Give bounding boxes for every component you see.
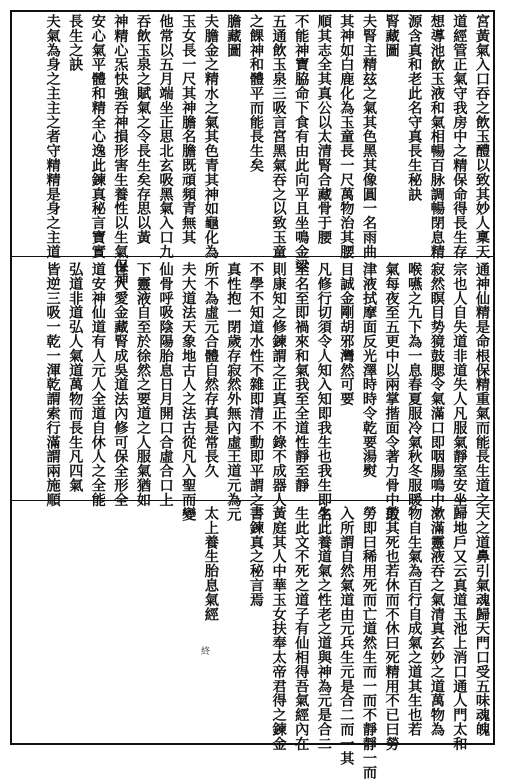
text-column: 勞即曰稀用死而亡道然生而一而不靜靜一而 [361, 506, 377, 780]
text-column: 下靈液自至於徐然之要道之人服氣猶如 [135, 262, 151, 507]
text-column: 弘道非道弘人氣道萬物而長生凡四氣 [67, 262, 84, 493]
text-column: 天之道鼻引氣魂歸天門口受五味魂魄 [474, 506, 490, 737]
text-column: 之餜神和體平而能長生矣 [248, 14, 264, 173]
text-column: 腎藏圖 [383, 14, 400, 58]
text-column: 夫氣為身之主主之者守精精是身之主道 [44, 14, 61, 259]
text-column: 勞其死也若休而不休曰死精用不已曰勞 [383, 506, 400, 751]
text-column: 夫膽金之精水之氣其色青其神如龜化為 [202, 14, 219, 259]
text-column: 夫腎主精玆之氣其色黑其像圓一名雨曲 [361, 14, 377, 259]
text-column: 夫大道法天象地古人之法古從凡入聖而變 [180, 262, 197, 522]
text-column: 則康知之修鍊謂之正真正不錄不成器人 [270, 262, 287, 507]
text-column: 玉女長一尺其神膽名膽既頑頻青無其 [180, 14, 197, 245]
text-column: 安心氣平體和精全心逸此鍊真秘言寶實 [89, 14, 106, 259]
text-column: 寂然瞑目势獍鼓腮令氣滿口即咽腸鳴中 [428, 262, 445, 507]
text-column: 他常以五月端坐正思北玄吸黑氣入口九 [157, 14, 174, 259]
text-column: 物自生氣為百行自成氣之道其生也若 [406, 506, 423, 737]
text-column: 道安神仙道有人元人全道自休人之全能 [89, 262, 106, 507]
text-column: 通神仙精是命根保精重氣而能長生道之 [474, 262, 490, 507]
end-mark: 終 [199, 646, 209, 655]
text-column: 想導池飲玉液和氣相暢百脉調暢閉息精 [428, 14, 445, 259]
text-column: 凡修行切須令人知入知即我生也我生即名 [315, 262, 332, 522]
text-column: 仙骨呼吸陰陽胎息日月開口合虛合口上 [157, 262, 174, 507]
text-column: 膽藏圖 [225, 14, 242, 58]
text-column: 宗也人自失道非道失人凡服氣靜室安坐 [451, 262, 468, 507]
text-column: 宮黃氣入口吞之飲玉醴以致其妙人稟天 [474, 14, 490, 259]
text-column: 生此文不死之道子有仙相得吾氣經內在 [293, 506, 310, 751]
text-column: 入所謂自然氣道由元兵生元是合二而一其 [338, 506, 355, 766]
text-column: 不學不知道水性不雜即清不動即平謂之 [248, 262, 264, 507]
text-column: 書鍊真之秘言焉 [248, 506, 264, 607]
text-column: 不能神寶脇命下食有由此向平且坐鳴金梁 [293, 14, 310, 274]
text-column: 太上養生胎息氣經 [202, 506, 219, 622]
text-column: 所不為虛元合體自然存真是常長久 [202, 262, 219, 478]
text-column: 長生之訣 [67, 14, 84, 72]
text-column: 生此養道氣之性老之道與神為元是合二 [315, 506, 332, 751]
text-column: 目誠金剛胡邪灣然可要 [338, 262, 355, 406]
text-column: 五通飲玉泉三吸言宮黑氣吞之以致玉童 [270, 14, 287, 259]
text-column: 漱滿靈液吞之氣清真玄妙之道萬物為 [428, 506, 445, 737]
text-column: 神精心炁快強吞神損形害生養性以生氣保神 [112, 14, 129, 288]
text-column: 真性抱一閉歲存寂然外無內虛王道元為元 [225, 262, 242, 522]
text-column: 道經管正氣守我房中之精保命得長生存 [451, 14, 468, 259]
text-column: 順其志全其真公以太清腎合藏骨于腰 [315, 14, 332, 245]
text-column: 其神如白鹿化為玉童長一尺萬物治其腰 [338, 14, 355, 259]
text-column: 皆逆三吸一乾一渾乾謂索行滿謂兩施順 [44, 262, 61, 507]
text-column: 至名至即禍來和氣我至全道性靜至靜 [293, 262, 310, 493]
text-column: 氣每夜至五更中以兩掌揩面令著力骨中取 [383, 262, 400, 522]
text-column: 源含真和老此名守真長生秘訣 [406, 14, 423, 202]
text-column: 吞飲玉泉之賦氣之令長生矣存思以黃 [135, 14, 151, 245]
text-column: 黃庭其人中華玉女扶奉太帝君得之鍊金 [270, 506, 287, 751]
panel-divider-top [10, 256, 495, 257]
text-column: 世人愛金藏腎成吳道法內修可保全形全 [112, 262, 129, 507]
text-column: 歸地戶又云真道玉池上消口通人門太和 [451, 506, 468, 751]
text-column: 喉嚥之九下為一息春夏服冷氣秋冬服暖 [406, 262, 423, 507]
text-column: 津液拭摩面反光澤時時令乾要湯熨 [361, 262, 377, 478]
